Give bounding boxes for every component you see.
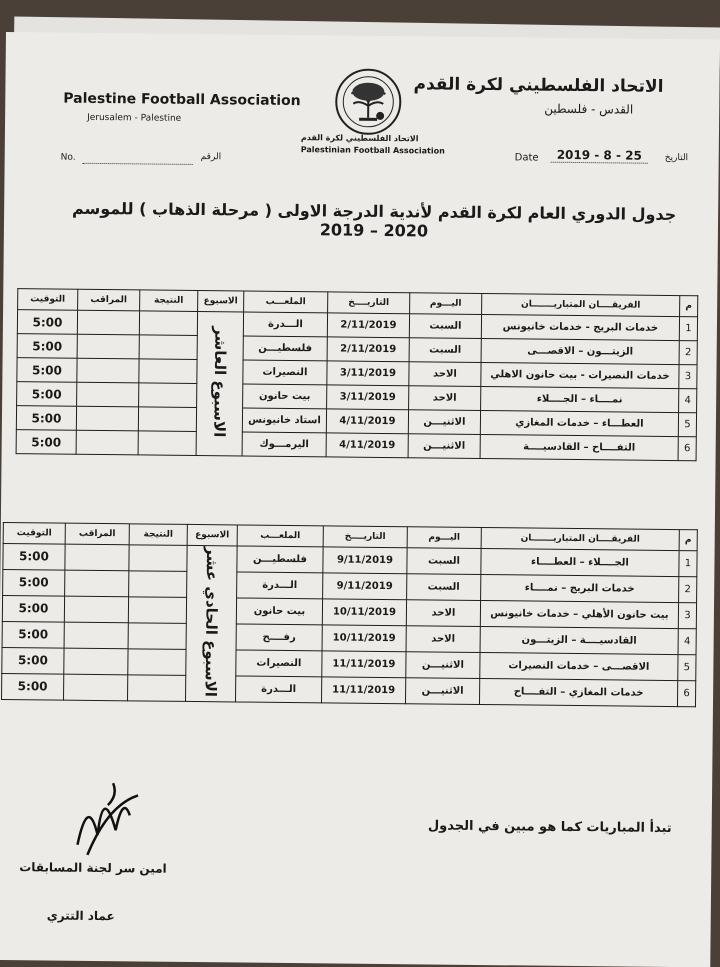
match-date: 2/11/2019: [327, 337, 409, 362]
match-number: 5: [678, 413, 696, 437]
column-header-observer: المراقب: [78, 289, 140, 311]
match-day: الاثنيـــن: [406, 652, 480, 679]
signature-icon: [67, 775, 148, 866]
column-header-week: الاسبوع: [198, 291, 244, 312]
match-day: السبت: [409, 338, 481, 363]
org-city-en: Jerusalem - Palestine: [87, 112, 182, 124]
result-cell: [139, 359, 197, 384]
match-stadium: فلسطيـــن: [243, 336, 327, 361]
match-time: 5:00: [17, 358, 77, 383]
match-teams: الاقصـــى – خدمات النصيرات: [480, 652, 678, 680]
match-date: 2/11/2019: [327, 313, 409, 338]
observer-cell: [65, 570, 129, 597]
reference-number-label-ar: الرقم: [200, 152, 222, 163]
observer-cell: [77, 382, 139, 407]
column-header-time: التوقيت: [18, 289, 78, 311]
result-cell: [128, 623, 186, 650]
result-cell: [139, 311, 197, 336]
column-header-week: الاسبوع: [187, 524, 237, 546]
match-teams: العطـــاء – خدمات المغازي: [480, 410, 678, 436]
match-teams: خدمات المغازي – التفــــاح: [479, 678, 677, 706]
match-number: 6: [677, 680, 695, 706]
column-header-time: التوقيت: [3, 522, 65, 544]
column-header-number: م: [680, 296, 698, 317]
match-day: الاحد: [409, 386, 481, 411]
match-time: 5:00: [2, 621, 64, 648]
result-cell: [129, 545, 187, 572]
org-name-ar: الاتحاد الفلسطيني لكرة القدم: [413, 74, 664, 97]
match-teams: نمــــاء – الجــــلاء: [481, 386, 679, 412]
match-day: الاحد: [409, 362, 481, 387]
column-header-teams: الفريقــــان المتباريـــــــان: [482, 293, 680, 316]
result-cell: [129, 571, 187, 598]
match-number: 2: [679, 341, 697, 365]
match-teams: بيت حانون الأهلي – خدمات خانيونس: [480, 600, 678, 628]
match-time: 5:00: [3, 543, 65, 570]
schedule-table-week-10: [16, 288, 699, 461]
match-number: 3: [679, 365, 697, 389]
org-city-ar: القدس - فلسطين: [544, 101, 634, 117]
logo-caption-ar: الاتحاد الفلسطيني لكرة القدم: [300, 133, 419, 144]
column-header-result: النتيجة: [140, 290, 198, 312]
match-date: 10/11/2019: [322, 625, 406, 652]
observer-cell: [64, 622, 128, 649]
column-header-result: النتيجة: [129, 524, 187, 546]
match-date: 4/11/2019: [326, 409, 408, 434]
match-day: الاثنيـــن: [405, 677, 479, 704]
column-header-observer: المراقب: [65, 523, 129, 545]
column-header-stadium: الملعـــب: [244, 291, 328, 313]
reference-number-field: [83, 153, 193, 165]
match-teams: التفــــاح – القادسيــــة: [480, 434, 678, 460]
match-teams: خدمات البريج – نمــــاء: [481, 574, 679, 602]
observer-cell: [64, 674, 128, 701]
result-cell: [139, 383, 197, 408]
match-time: 5:00: [2, 647, 64, 674]
match-stadium: فلسطيـــن: [237, 546, 323, 573]
match-stadium: الـــدرة: [237, 572, 323, 599]
match-stadium: بيت حانون: [236, 598, 322, 625]
match-day: الاحد: [406, 600, 480, 627]
match-date: 11/11/2019: [322, 651, 406, 678]
schedule-table-week-11: [1, 522, 698, 707]
match-teams: الجــــلاء – العطــــاء: [481, 549, 679, 577]
signer-name: عماد التتري: [46, 908, 115, 924]
match-stadium: بيت حانون: [243, 384, 327, 409]
date-label: Date: [514, 152, 539, 164]
observer-cell: [77, 334, 139, 359]
match-teams: الزيتـــون – الاقصـــى: [481, 338, 679, 364]
column-header-teams: الفريقــــان المتباريـــــــان: [481, 528, 679, 551]
result-cell: [138, 407, 196, 432]
match-time: 5:00: [17, 382, 77, 407]
match-number: 1: [679, 317, 697, 341]
signer-title: امين سر لجنة المسابقات: [19, 860, 167, 876]
match-time: 5:00: [3, 569, 65, 596]
match-number: 2: [679, 577, 697, 603]
match-date: 3/11/2019: [327, 361, 409, 386]
date-label-ar: التاريخ: [664, 152, 689, 164]
week-label-cell: [186, 545, 238, 701]
observer-cell: [64, 648, 128, 675]
match-time: 5:00: [2, 673, 64, 700]
observer-cell: [76, 406, 138, 431]
document-page: [0, 32, 720, 967]
result-cell: [128, 649, 186, 676]
match-number: 6: [678, 437, 696, 461]
observer-cell: [64, 596, 128, 623]
org-name-en: Palestine Football Association: [63, 90, 301, 110]
week-label-cell: [196, 312, 244, 456]
match-number: 4: [679, 389, 697, 413]
match-time: 5:00: [2, 595, 64, 622]
match-date: 9/11/2019: [323, 573, 407, 600]
result-cell: [128, 675, 186, 702]
match-day: السبت: [409, 314, 481, 339]
match-teams: خدمات البريج - خدمات خانيونس: [481, 314, 679, 340]
column-header-day: اليـــوم: [407, 527, 481, 549]
match-stadium: رفــــح: [236, 624, 322, 651]
column-header-number: م: [679, 530, 697, 551]
result-cell: [139, 335, 197, 360]
match-time: 5:00: [16, 406, 76, 431]
schedule-note: تبدأ المباريات كما هو مبين في الجدول: [427, 818, 672, 837]
match-date: 11/11/2019: [321, 677, 405, 704]
result-cell: [138, 431, 196, 456]
column-header-stadium: الملعـــب: [237, 525, 323, 547]
match-date: 10/11/2019: [322, 599, 406, 626]
match-time: 5:00: [17, 334, 77, 359]
match-day: الاحد: [406, 626, 480, 653]
match-time: 5:00: [17, 310, 77, 335]
week-label: الاسبوع العاشر: [210, 326, 230, 438]
logo-caption-en: Palestinian Football Association: [300, 145, 445, 156]
match-day: الاثنيـــن: [408, 434, 480, 459]
observer-cell: [77, 358, 139, 383]
match-teams: خدمات النصيرات - بيت حانون الاهلي: [481, 362, 679, 388]
match-date: 4/11/2019: [326, 433, 408, 458]
match-day: السبت: [407, 548, 481, 575]
match-number: 5: [678, 654, 696, 680]
observer-cell: [76, 430, 138, 455]
result-cell: [128, 597, 186, 624]
match-stadium: اليرمـــوك: [242, 432, 326, 457]
match-stadium: استاد خانيونس: [242, 408, 326, 433]
match-number: 1: [679, 551, 697, 577]
observer-cell: [77, 310, 139, 335]
match-day: الاثنيـــن: [408, 410, 480, 435]
date-value: 2019 - 8 - 25: [551, 148, 648, 164]
match-number: 3: [678, 602, 696, 628]
column-header-date: التاريــــخ: [323, 526, 407, 548]
reference-number-label: No.: [60, 152, 76, 163]
match-time: 5:00: [16, 430, 76, 455]
observer-cell: [65, 544, 129, 571]
match-stadium: النصيرات: [243, 360, 327, 385]
column-header-day: اليـــوم: [410, 293, 482, 315]
match-date: 3/11/2019: [327, 385, 409, 410]
match-date: 9/11/2019: [323, 547, 407, 574]
document-title: جدول الدوري العام لكرة القدم لأندية الدرجة الاولى ( مرحلة الذهاب ) للموسم 2020 – 2019: [71, 198, 677, 241]
match-teams: القادسيــــة – الزيتـــون: [480, 626, 678, 654]
match-day: السبت: [407, 574, 481, 601]
match-stadium: الـــدرة: [243, 312, 327, 337]
column-header-date: التاريــــخ: [328, 292, 410, 314]
match-number: 4: [678, 628, 696, 654]
match-stadium: النصيرات: [236, 650, 322, 677]
match-stadium: الـــدرة: [235, 676, 321, 703]
week-label: الاسبوع الحادي عشر: [201, 546, 222, 698]
